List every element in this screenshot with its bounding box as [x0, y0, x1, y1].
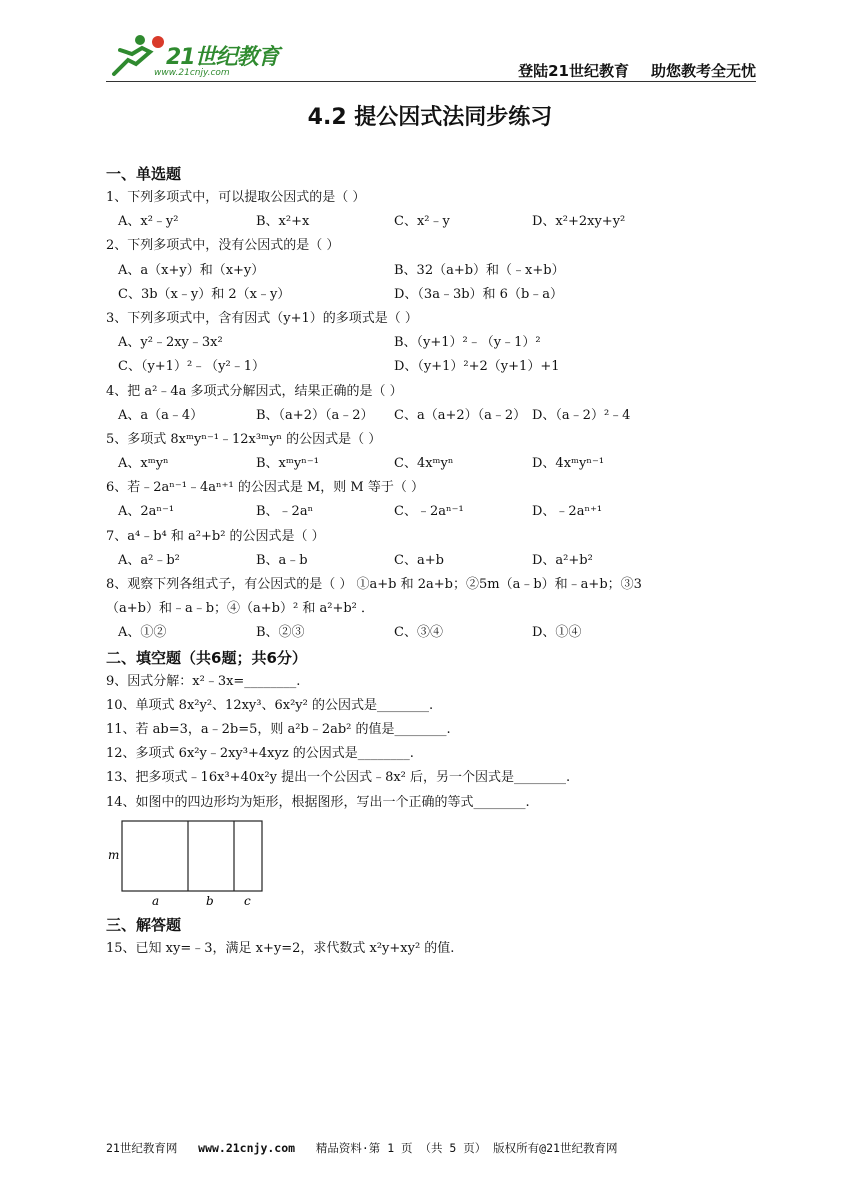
page-footer — [106, 1140, 756, 1156]
option: C、a（a+2）（a﹣2） — [394, 407, 527, 423]
option: A、a（x+y）和（x+y） — [118, 262, 265, 278]
option: A、x²﹣y² — [118, 214, 179, 230]
option: D、﹣2aⁿ⁺¹ — [532, 504, 603, 520]
question-4: 4、把 a²﹣4a 多项式分解因式，结果正确的是（ ） — [106, 383, 403, 399]
section-heading-1: 一、单选题 — [106, 165, 182, 183]
footer-url[interactable]: www.21cnjy.com — [198, 1141, 296, 1155]
options-1 — [106, 210, 756, 234]
question-6: 6、若﹣2aⁿ⁻¹﹣4aⁿ⁺¹ 的公因式是 M，则 M 等于（ ） — [106, 480, 424, 496]
option: C、﹣2aⁿ⁻¹ — [394, 504, 464, 520]
option: C、4xᵐyⁿ — [394, 456, 454, 472]
options-6 — [106, 500, 756, 524]
header-divider — [106, 81, 756, 82]
option: B、﹣2aⁿ — [256, 504, 314, 520]
option: B、（a+2）（a﹣2） — [256, 407, 374, 423]
question-12: 12、多项式 6x²y﹣2xy³+4xyz 的公因式是________. — [106, 746, 414, 762]
header-slogan-2: 助您教考全无忧 — [650, 62, 756, 80]
option: C、x²﹣y — [394, 214, 450, 230]
question-1: 1、下列多项式中，可以提取公因式的是（ ） — [106, 190, 366, 205]
question-14: 14、如图中的四边形均为矩形，根据图形，写出一个正确的等式________. — [106, 794, 530, 810]
section-heading-3: 三、解答题 — [106, 915, 182, 934]
question-13: 13、把多项式﹣16x³+40x²y 提出一个公因式﹣8x² 后，另一个因式是________. — [106, 770, 571, 786]
question-2: 2、下列多项式中，没有公因式的是（ ） — [106, 238, 340, 254]
option: D、①④ — [532, 625, 582, 641]
question-3: 3、下列多项式中，含有因式（y+1）的多项式是（ ） — [106, 310, 418, 326]
options-2b — [106, 283, 756, 307]
options-7 — [106, 549, 756, 573]
label-a: a — [152, 893, 160, 908]
question-7: 7、a⁴﹣b⁴ 和 a²+b² 的公因式是（ ） — [106, 528, 325, 544]
option: B、a﹣b — [256, 552, 308, 568]
page-header — [106, 30, 756, 82]
options-2a — [106, 259, 756, 283]
question-5: 5、多项式 8xᵐyⁿ⁻¹﹣12x³ᵐyⁿ 的公因式是（ ） — [106, 431, 382, 447]
option: A、2aⁿ⁻¹ — [118, 504, 175, 520]
question-8-cont: （a+b）和﹣a﹣b；④（a+b）² 和 a²+b² ． — [106, 601, 374, 617]
question-9: 9、因式分解：x²﹣3x=________. — [106, 673, 301, 689]
logo-url: www.21cnjy.com — [154, 68, 230, 78]
option: A、xᵐyⁿ — [118, 456, 169, 472]
options-3a — [106, 331, 756, 355]
label-c: c — [244, 893, 251, 908]
option: B、32（a+b）和（﹣x+b） — [394, 262, 565, 278]
question-8: 8、观察下列各组式子，有公因式的是（ ） ①a+b 和 2a+b；②5m（a﹣b）和﹣a+b；③3 — [106, 577, 642, 592]
logo-text: 21世纪教育 — [166, 45, 279, 70]
options-3b — [106, 355, 756, 379]
rectangle-figure — [106, 819, 266, 911]
option: D、（3a﹣3b）和 6（b﹣a） — [394, 286, 564, 302]
option: C、a+b — [394, 552, 444, 568]
option: A、a（a﹣4） — [118, 407, 204, 423]
options-8 — [106, 621, 756, 645]
option: D、（y+1）²+2（y+1）+1 — [394, 359, 560, 375]
options-4 — [106, 404, 756, 428]
option: A、①② — [118, 625, 167, 641]
option: C、（y+1）²﹣（y²﹣1） — [118, 359, 265, 375]
option: D、x²+2xy+y² — [532, 214, 626, 230]
header-slogan-1: 登陆21世纪教育 — [518, 62, 629, 80]
label-b: b — [206, 893, 214, 908]
options-5 — [106, 452, 756, 476]
question-10: 10、单项式 8x²y²、12xy³、6x²y² 的公因式是________. — [106, 697, 434, 713]
worksheet-body — [106, 162, 756, 961]
option: C、③④ — [394, 625, 443, 641]
option: B、x²+x — [256, 214, 310, 230]
question-11: 11、若 ab=3，a﹣2b=5，则 a²b﹣2ab² 的值是________. — [106, 721, 451, 737]
section-heading-2: 二、填空题（共6题；共6分） — [106, 648, 307, 667]
question-15: 15、已知 xy=﹣3，满足 x+y=2，求代数式 x²y+xy² 的值. — [106, 940, 455, 956]
option: C、3b（x﹣y）和 2（x﹣y） — [118, 286, 291, 302]
logo — [106, 30, 306, 80]
option: B、②③ — [256, 625, 305, 641]
option: D、a²+b² — [532, 552, 593, 568]
rectangle-diagram — [106, 819, 266, 911]
page-title: 4.2 提公因式法同步练习 — [307, 105, 553, 130]
option: A、a²﹣b² — [118, 552, 180, 568]
option: D、4xᵐyⁿ⁻¹ — [532, 456, 605, 472]
footer-site: 21世纪教育网 — [106, 1141, 178, 1155]
option: D、（a﹣2）²﹣4 — [532, 407, 631, 423]
header-slogan — [518, 60, 756, 81]
option: B、xᵐyⁿ⁻¹ — [256, 456, 319, 472]
label-m: m — [108, 847, 120, 862]
footer-info: 精品资料·第 1 页 （共 5 页） 版权所有@21世纪教育网 — [315, 1141, 618, 1155]
option: A、y²﹣2xy﹣3x² — [118, 335, 223, 351]
option: B、（y+1）²﹣（y﹣1）² — [394, 335, 541, 351]
